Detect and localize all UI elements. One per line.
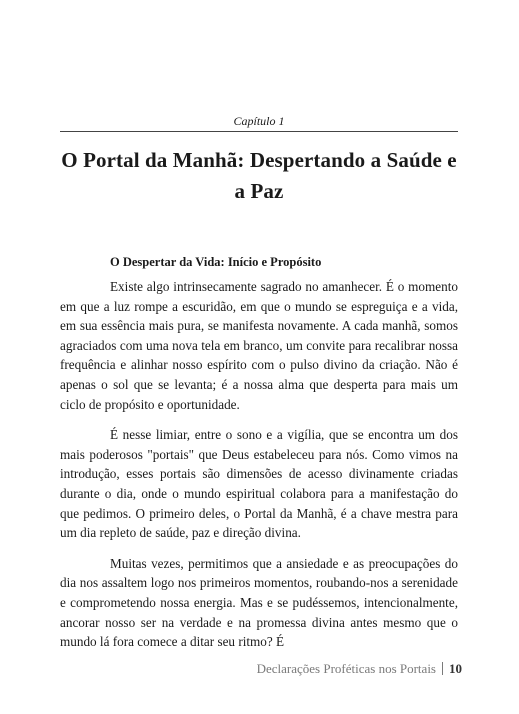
paragraph: Muitas vezes, permitimos que a ansiedade e as preocupações do dia nos assaltem logo nos primeiros momentos, roubando-nos a serenidade e comprometendo nossa energia. Mas e se pudéssemos, intencionalmente, ancorar nosso ser na verdade e na promessa divina antes mesmo que o mundo lá fora comece a ditar seu ritmo? É — [60, 555, 458, 650]
chapter-label: Capítulo 1 — [233, 114, 285, 128]
body-text — [60, 277, 458, 663]
page-footer — [257, 661, 462, 677]
footer-separator — [442, 662, 443, 675]
footer-book-title: Declarações Proféticas nos Portais — [256, 661, 436, 676]
section-heading: O Despertar da Vida: Início e Propósito — [110, 255, 322, 269]
chapter-divider — [60, 131, 458, 132]
paragraph: É nesse limiar, entre o sono e a vigília, que se encontra um dos mais poderosos "portais" que Deus estabeleceu para nós. Como vimos na introdução, esses portais são dimensões de acesso divinamente criadas durante o dia, onde o mundo espiritual colabora para a manifestação do que pedimos. O primeiro deles, o Portal da Manhã, é a chave mestra para um dia repleto de saúde, paz e direção divina. — [60, 427, 458, 541]
paragraph: Existe algo intrinsecamente sagrado no amanhecer. É o momento em que a luz rompe a escuridão, em que o mundo se espreguiça e a vida, em sua essência mais pura, se manifesta novamente. A cada manhã, somos agraciados com uma nova tela em branco, um convite para recalibrar nossa frequência e alinhar nosso espírito com o pulso divino da criação. Não é apenas o sol que se levanta; é a nossa alma que desperta para mais um ciclo de propósito e oportunidade. — [60, 279, 458, 412]
chapter-title: O Portal da Manhã: Despertando a Saúde e a Paz — [61, 148, 457, 203]
page-number: 10 — [449, 661, 462, 676]
